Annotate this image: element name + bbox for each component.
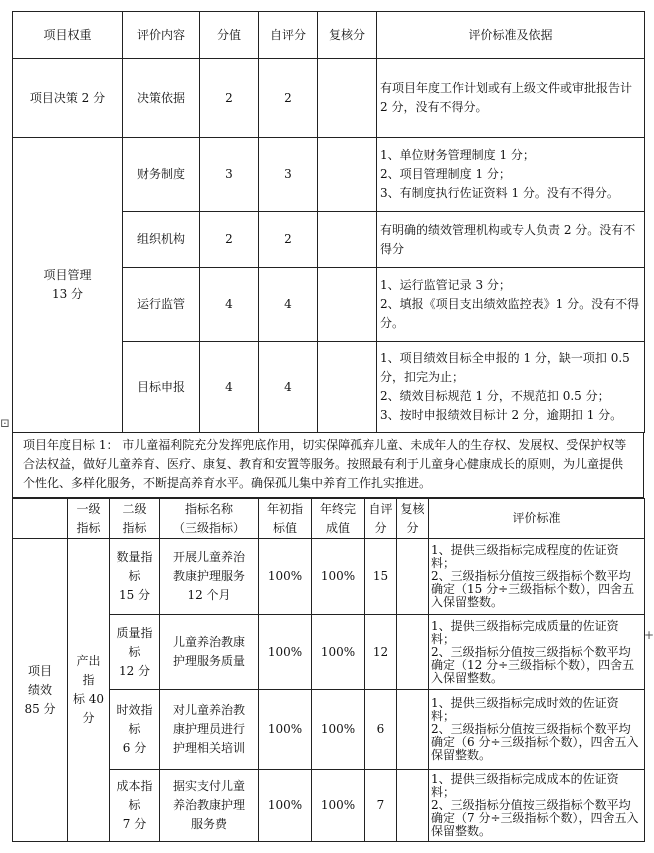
row-self-score: 4: [259, 342, 318, 433]
row-criteria: [377, 138, 645, 212]
final-value: 100%: [312, 539, 365, 615]
header-review-line2: 分: [406, 520, 419, 535]
header-level2-line2: 指标: [122, 520, 147, 535]
indicator-name-cell: [160, 539, 259, 615]
header-level1-line2: 指标: [76, 520, 101, 535]
indicator-name-line: 服务费: [190, 817, 227, 831]
header-weight: 项目权重: [13, 12, 123, 59]
row-content: 组织机构: [123, 212, 200, 268]
table-move-icon[interactable]: ⊡: [0, 416, 11, 430]
indicator-name-line: 护理相关培训: [172, 741, 245, 755]
header-review-score: 复核分: [318, 12, 377, 59]
management-weight: [13, 138, 123, 433]
criteria-line: 2、填报《项目支出绩效监控表》1 分。没有不得分。: [380, 297, 640, 330]
decision-review-score: [318, 59, 377, 138]
header-self-line1: 自评: [368, 501, 393, 516]
row-criteria: [377, 268, 645, 342]
criteria-line: 2、三级指标分值按三级指标个数平均确定（15 分÷三级指标个数），四舍五入保留整数。: [431, 569, 635, 609]
indicator-name-line: 开展儿童养治: [172, 550, 245, 564]
row-criteria: [377, 212, 645, 268]
header-init-line2: 标值: [272, 520, 297, 535]
review-score: [397, 539, 429, 615]
performance-line2: 绩效: [27, 682, 52, 697]
final-value: 100%: [312, 690, 365, 770]
table-add-icon[interactable]: +: [644, 628, 654, 642]
indicator-name-cell: [160, 615, 259, 690]
management-weight-line1: 项目管理: [43, 268, 92, 282]
criteria-line: 1、提供三级指标完成程度的佐证资料；: [431, 543, 619, 570]
criteria-cell: [429, 690, 645, 770]
row-review-score: [318, 212, 377, 268]
initial-value: 100%: [259, 615, 312, 690]
management-row-finance: [13, 138, 645, 212]
header-name-line2: （三级指标）: [172, 520, 245, 535]
level2-score: 7 分: [122, 817, 147, 831]
decision-content: 决策依据: [123, 59, 200, 138]
row-review-score: [318, 268, 377, 342]
indicator-name-cell: [160, 770, 259, 842]
indicator-name-line: 对儿童养治教: [172, 703, 245, 717]
header-self-score: [365, 499, 397, 539]
review-score: [397, 615, 429, 690]
header-initial-value: [259, 499, 312, 539]
level2-cell: [110, 615, 160, 690]
header-self-line2: 分: [374, 520, 387, 535]
row-score: 3: [200, 138, 259, 212]
review-score: [397, 690, 429, 770]
level2-name: 质量指标: [116, 625, 153, 659]
row-score: 4: [200, 342, 259, 433]
header-content: 评价内容: [123, 12, 200, 59]
decision-self-score: 2: [259, 59, 318, 138]
criteria-line: 1、提供三级指标完成时效的佐证资料；: [431, 696, 619, 723]
final-value: 100%: [312, 770, 365, 842]
output-line3: 分: [82, 711, 95, 725]
row-review-score: [318, 342, 377, 433]
header-blank: [13, 499, 68, 539]
level2-name: 数量指标: [116, 550, 153, 583]
row-score: 4: [200, 268, 259, 342]
level2-score: 6 分: [122, 741, 147, 755]
evaluation-table-1: [12, 11, 645, 433]
header-final-value: [312, 499, 365, 539]
header-level1: [68, 499, 110, 539]
indicator-name-line: 护理服务质量: [172, 654, 245, 668]
criteria-line: 2、三级指标分值按三级指标个数平均确定（7 分÷三级指标个数），四舍五入保留整数。: [431, 798, 639, 838]
criteria-line: 有明确的绩效管理机构或专人负责 2 分。没有不得分: [380, 222, 636, 256]
header-name-line1: 指标名称: [184, 501, 233, 516]
criteria-line: 1、项目绩效目标全申报的 1 分，缺一项扣 0.5 分，扣完为止；: [380, 351, 630, 384]
output-indicator-cell: [68, 539, 110, 842]
criteria-line: 1、运行监管记录 3 分；: [380, 278, 511, 292]
row-self-score: 3: [259, 138, 318, 212]
criteria-line: 2、三级指标分值按三级指标个数平均确定（6 分÷三级指标个数），四舍五入保留整数。: [431, 722, 639, 762]
row-criteria: [377, 342, 645, 433]
level2-score: 12 分: [118, 663, 151, 678]
level2-name: 时效指标: [116, 703, 153, 736]
initial-value: 100%: [259, 770, 312, 842]
header-review-line1: 复核: [400, 501, 425, 516]
criteria-line: 3、按时申报绩效目标计 2 分，逾期扣 1 分。: [380, 408, 623, 422]
criteria-line: 1、提供三级指标完成质量的佐证资料；: [431, 618, 619, 646]
management-weight-line2: 13 分: [51, 287, 84, 301]
header-level2-line1: 二级: [122, 501, 147, 516]
header-review-score: [397, 499, 429, 539]
header-done-line2: 成值: [325, 520, 350, 535]
decision-weight: 项目决策 2 分: [13, 59, 123, 138]
header-self-score: 自评分: [259, 12, 318, 59]
row-content: 财务制度: [123, 138, 200, 212]
header-indicator-name: [160, 499, 259, 539]
self-score: 12: [365, 615, 397, 690]
header-level1-line1: 一级: [76, 501, 101, 516]
criteria-cell: [429, 770, 645, 842]
row-review-score: [318, 138, 377, 212]
indicator-name-cell: [160, 690, 259, 770]
indicator-name-line: 儿童养治教康: [172, 635, 245, 649]
performance-line3: 85 分: [24, 701, 56, 716]
self-score: 6: [365, 690, 397, 770]
header-init-line1: 年初指: [266, 501, 303, 516]
level2-cell: [110, 539, 160, 615]
row-self-score: 2: [259, 212, 318, 268]
review-score: [397, 770, 429, 842]
evaluation-table-2: [12, 498, 645, 842]
header-score: 分值: [200, 12, 259, 59]
indicator-name-line: 康护理员进行: [172, 722, 245, 736]
criteria-line: 2、三级指标分值按三级指标个数平均确定（12 分÷三级指标个数），四舍五入保留整数。: [431, 644, 635, 685]
table1-header-row: [13, 12, 645, 59]
annual-goal: 项目年度目标 1： 市儿童福利院充分发挥兜底作用，切实保障孤弃儿童、未成年人的生存权、发展权、受保护权等合法权益，做好儿童养育、医疗、康复、教育和安置等服务。按照最有利于儿童身心健康成长的原则，为儿童提供个性化、多样化服务，不断提高养育水平。确保孤儿集中养育工作扎实推进。: [12, 432, 644, 498]
output-line1: 产出指: [76, 654, 101, 687]
level2-name: 成本指标: [116, 779, 153, 812]
criteria-line: 3、有制度执行佐证资料 1 分。没有不得分。: [380, 186, 619, 200]
final-value: 100%: [312, 615, 365, 690]
table2-header-row: [13, 499, 645, 539]
level2-score: 15 分: [118, 588, 151, 602]
header-criteria: 评价标准: [429, 499, 645, 539]
level2-cell: [110, 690, 160, 770]
initial-value: 100%: [259, 690, 312, 770]
header-criteria: 评价标准及依据: [377, 12, 645, 59]
criteria-cell: [429, 615, 645, 690]
row-self-score: 4: [259, 268, 318, 342]
self-score: 7: [365, 770, 397, 842]
indicator-name-line: 12 个月: [187, 588, 231, 602]
header-level2: [110, 499, 160, 539]
performance-cell: [13, 539, 68, 842]
level2-cell: [110, 770, 160, 842]
header-done-line1: 年终完: [319, 501, 356, 516]
criteria-line: 2、绩效目标规范 1 分，不规范扣 0.5 分；: [380, 389, 610, 403]
decision-criteria: 有项目年度工作计划或有上级文件或审批报告计 2 分，没有不得分。: [377, 59, 645, 138]
output-line2: 标 40: [72, 692, 105, 706]
row-content: 目标申报: [123, 342, 200, 433]
decision-row: [13, 59, 645, 138]
self-score: 15: [365, 539, 397, 615]
performance-line1: 项目: [27, 663, 52, 678]
decision-score: 2: [200, 59, 259, 138]
criteria-cell: [429, 539, 645, 615]
row-score: 2: [200, 212, 259, 268]
indicator-name-line: 教康护理服务: [172, 569, 245, 583]
criteria-line: 1、提供三级指标完成成本的佐证资料；: [431, 772, 619, 799]
table-row: [13, 539, 645, 615]
criteria-line: 2、项目管理制度 1 分；: [380, 167, 511, 181]
row-content: 运行监管: [123, 268, 200, 342]
criteria-line: 1、单位财务管理制度 1 分；: [380, 148, 535, 162]
indicator-name-line: 据实支付儿童: [172, 779, 245, 793]
indicator-name-line: 养治教康护理: [172, 798, 245, 812]
initial-value: 100%: [259, 539, 312, 615]
